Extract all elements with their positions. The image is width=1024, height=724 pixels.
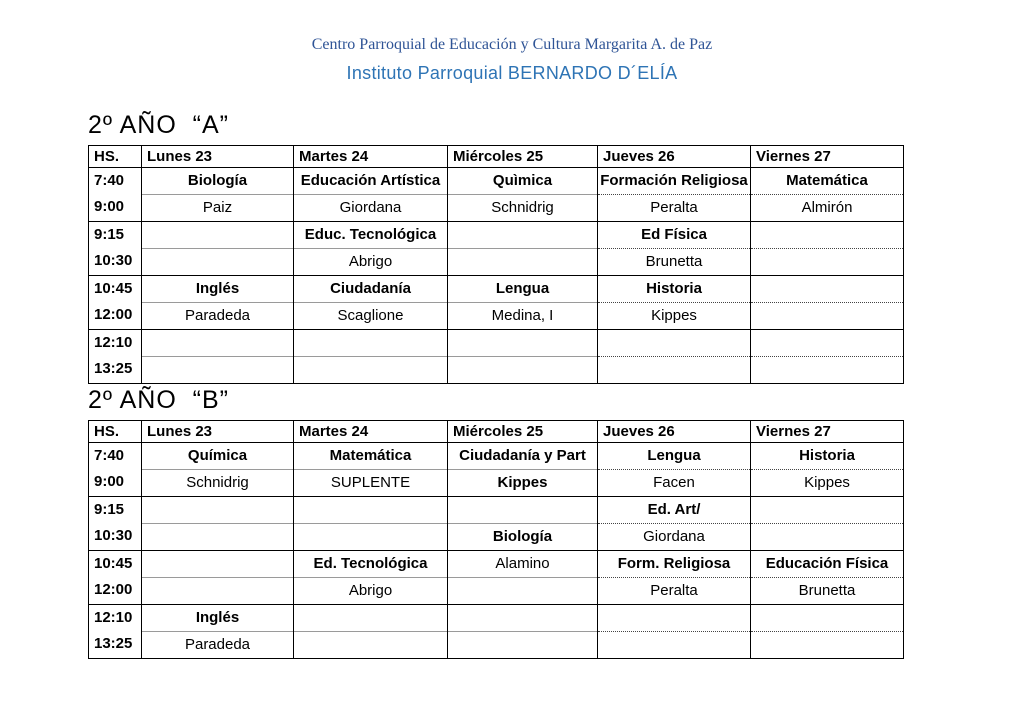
teacher-label: [448, 577, 597, 604]
subject-label: Inglés: [195, 280, 240, 297]
teacher-label: SUPLENTE: [294, 469, 447, 496]
column-header-1: Lunes 23: [142, 145, 294, 167]
teacher-label: Medina, I: [448, 302, 597, 329]
schedule-cell: [142, 442, 294, 496]
teacher-label: Almirón: [751, 194, 903, 221]
subject-label: [751, 605, 903, 631]
time-end: 10:30: [94, 527, 133, 544]
column-header-0: HS.: [89, 145, 142, 167]
subject-label: Ciudadanía: [330, 280, 411, 297]
teacher-label: [448, 356, 597, 383]
subject-label: [448, 222, 597, 248]
time-slot-cell: [89, 496, 142, 550]
subject-label: Educ. Tecnológica: [304, 226, 437, 243]
column-header-2: Martes 24: [294, 145, 448, 167]
schedule-cell: [448, 442, 598, 496]
column-header-1: Lunes 23: [142, 420, 294, 442]
column-header-3: Miércoles 25: [448, 420, 598, 442]
schedule-cell: [294, 496, 448, 550]
teacher-label: [448, 631, 597, 658]
subject-label: [448, 330, 597, 356]
teacher-label: [751, 356, 903, 383]
subject-label: Form. Religiosa: [617, 555, 731, 572]
teacher-label: Paradeda: [142, 302, 293, 329]
time-start: 7:40: [94, 447, 125, 464]
schedule-cell: [598, 167, 751, 221]
timetable-header: [89, 420, 904, 442]
time-start: 7:40: [94, 172, 125, 189]
schedule-cell: [294, 221, 448, 275]
subject-label: Inglés: [195, 609, 240, 626]
schedule-cell: [142, 550, 294, 604]
schedule-cell: [448, 221, 598, 275]
schedule-cell: [598, 221, 751, 275]
teacher-label: [448, 248, 597, 275]
teacher-label: Schnidrig: [142, 469, 293, 496]
teacher-label: [751, 248, 903, 275]
column-header-3: Miércoles 25: [448, 145, 598, 167]
subject-label: [448, 497, 597, 523]
teacher-label: [751, 302, 903, 329]
schedule-section-a: [88, 112, 904, 384]
time-slot-cell: [89, 167, 142, 221]
time-end: 12:00: [94, 581, 133, 598]
subject-label: Ed. Tecnológica: [313, 555, 428, 572]
subject-label: Educación Artística: [300, 172, 441, 189]
subject-label: Ed. Art/: [647, 501, 701, 518]
schedule-cell: [294, 442, 448, 496]
schedule-cell: [751, 442, 904, 496]
time-start: 10:45: [94, 280, 133, 297]
column-header-4: Jueves 26: [598, 145, 751, 167]
schedule-cell: [448, 167, 598, 221]
teacher-label: [142, 356, 293, 383]
schedule-cell: [294, 550, 448, 604]
column-header-4: Jueves 26: [598, 420, 751, 442]
time-slot-cell: [89, 329, 142, 383]
subject-label: [142, 330, 293, 356]
timetable-row: [89, 496, 904, 550]
time-end: 12:00: [94, 306, 133, 323]
subject-label: [598, 605, 750, 631]
teacher-label: Paradeda: [142, 631, 293, 658]
subject-label: [751, 330, 903, 356]
subject-label: [751, 222, 903, 248]
timetable-row: [89, 550, 904, 604]
subject-label: [294, 605, 447, 631]
subject-label: Historia: [646, 280, 702, 297]
subject-label: [294, 497, 447, 523]
schedule-cell: [598, 550, 751, 604]
subject-label: [448, 605, 597, 631]
institute-name: Instituto Parroquial BERNARDO D´ELÍA: [346, 63, 678, 83]
schedule-cell: [751, 221, 904, 275]
time-end: 9:00: [94, 473, 125, 490]
schedule-cell: [598, 496, 751, 550]
teacher-label: Paiz: [142, 194, 293, 221]
timetable-row: [89, 442, 904, 496]
timetable-row: [89, 604, 904, 658]
schedule-section-b: [88, 387, 904, 659]
teacher-label: [751, 523, 903, 550]
schedule-cell: [598, 275, 751, 329]
time-start: 9:15: [94, 501, 125, 518]
teacher-label: Kippes: [448, 469, 597, 496]
time-slot-cell: [89, 221, 142, 275]
subject-label: Biología: [187, 172, 248, 189]
schedule-cell: [448, 496, 598, 550]
schedule-cell: [751, 604, 904, 658]
school-name: Centro Parroquial de Educación y Cultura Margarita A. de Paz: [311, 36, 713, 53]
section-title-b: 2º AÑO “B”: [88, 386, 229, 414]
time-start: 10:45: [94, 555, 133, 572]
schedule-cell: [448, 329, 598, 383]
teacher-label: Facen: [598, 469, 750, 496]
subject-label: Alamino: [495, 555, 550, 572]
schedule-cell: [751, 496, 904, 550]
subject-label: Ed Física: [641, 226, 707, 243]
schedule-cell: [598, 329, 751, 383]
subject-label: [598, 330, 750, 356]
subject-label: [294, 330, 447, 356]
subject-label: [751, 276, 903, 302]
subject-label: [142, 497, 293, 523]
timetable-row: [89, 275, 904, 329]
schedule-cell: [142, 496, 294, 550]
teacher-label: [598, 356, 750, 383]
time-slot-cell: [89, 604, 142, 658]
teacher-label: [142, 248, 293, 275]
time-end: 13:25: [94, 360, 133, 377]
subject-label: Formación Religiosa: [600, 172, 748, 189]
subject-label: [142, 551, 293, 577]
teacher-label: Peralta: [598, 577, 750, 604]
timetable-row: [89, 221, 904, 275]
subject-label: Matemática: [786, 172, 868, 189]
timetable-2a: [88, 145, 904, 384]
subject-label: Química: [187, 447, 248, 464]
column-header-5: Viernes 27: [751, 420, 904, 442]
teacher-label: Biología: [448, 523, 597, 550]
subject-label: [751, 497, 903, 523]
time-start: 12:10: [94, 609, 133, 626]
schedule-cell: [598, 442, 751, 496]
time-end: 13:25: [94, 635, 133, 652]
schedule-cell: [294, 604, 448, 658]
schedule-cell: [448, 275, 598, 329]
teacher-label: Schnidrig: [448, 194, 597, 221]
teacher-label: [598, 631, 750, 658]
teacher-label: Peralta: [598, 194, 750, 221]
timetable-2b: [88, 420, 904, 659]
teacher-label: Brunetta: [751, 577, 903, 604]
teacher-label: [751, 631, 903, 658]
schedule-cell: [294, 275, 448, 329]
time-end: 9:00: [94, 198, 125, 215]
subject-label: Educación Física: [765, 555, 889, 572]
teacher-label: Giordana: [294, 194, 447, 221]
column-header-5: Viernes 27: [751, 145, 904, 167]
schedule-cell: [142, 329, 294, 383]
schedule-cell: [751, 329, 904, 383]
schedule-cell: [294, 167, 448, 221]
teacher-label: [294, 356, 447, 383]
teacher-label: [294, 631, 447, 658]
schedule-cell: [142, 604, 294, 658]
subject-label: Quìmica: [492, 172, 553, 189]
schedule-cell: [598, 604, 751, 658]
teacher-label: Kippes: [751, 469, 903, 496]
subject-label: [142, 222, 293, 248]
timetable-header: [89, 145, 904, 167]
teacher-label: [142, 523, 293, 550]
schedule-cell: [142, 221, 294, 275]
column-header-2: Martes 24: [294, 420, 448, 442]
subject-label: Lengua: [647, 447, 701, 464]
teacher-label: [142, 577, 293, 604]
teacher-label: Abrigo: [294, 577, 447, 604]
timetable-row: [89, 167, 904, 221]
subject-label: Lengua: [495, 280, 550, 297]
teacher-label: Abrigo: [294, 248, 447, 275]
section-title-a: 2º AÑO “A”: [88, 111, 229, 139]
teacher-label: Brunetta: [598, 248, 750, 275]
schedule-cell: [448, 550, 598, 604]
time-slot-cell: [89, 442, 142, 496]
schedule-cell: [294, 329, 448, 383]
document-header: [0, 36, 1024, 84]
time-end: 10:30: [94, 252, 133, 269]
schedule-cell: [751, 275, 904, 329]
teacher-label: Scaglione: [294, 302, 447, 329]
time-slot-cell: [89, 550, 142, 604]
time-start: 9:15: [94, 226, 125, 243]
schedule-cell: [142, 167, 294, 221]
subject-label: Matemática: [329, 447, 412, 464]
teacher-label: [294, 523, 447, 550]
teacher-label: Kippes: [598, 302, 750, 329]
schedule-cell: [448, 604, 598, 658]
column-header-0: HS.: [89, 420, 142, 442]
subject-label: Ciudadanía y Part: [459, 447, 586, 464]
schedule-cell: [751, 167, 904, 221]
teacher-label: Giordana: [598, 523, 750, 550]
subject-label: Historia: [799, 447, 855, 464]
time-start: 12:10: [94, 334, 133, 351]
timetable-row: [89, 329, 904, 383]
schedule-cell: [142, 275, 294, 329]
schedule-cell: [751, 550, 904, 604]
time-slot-cell: [89, 275, 142, 329]
